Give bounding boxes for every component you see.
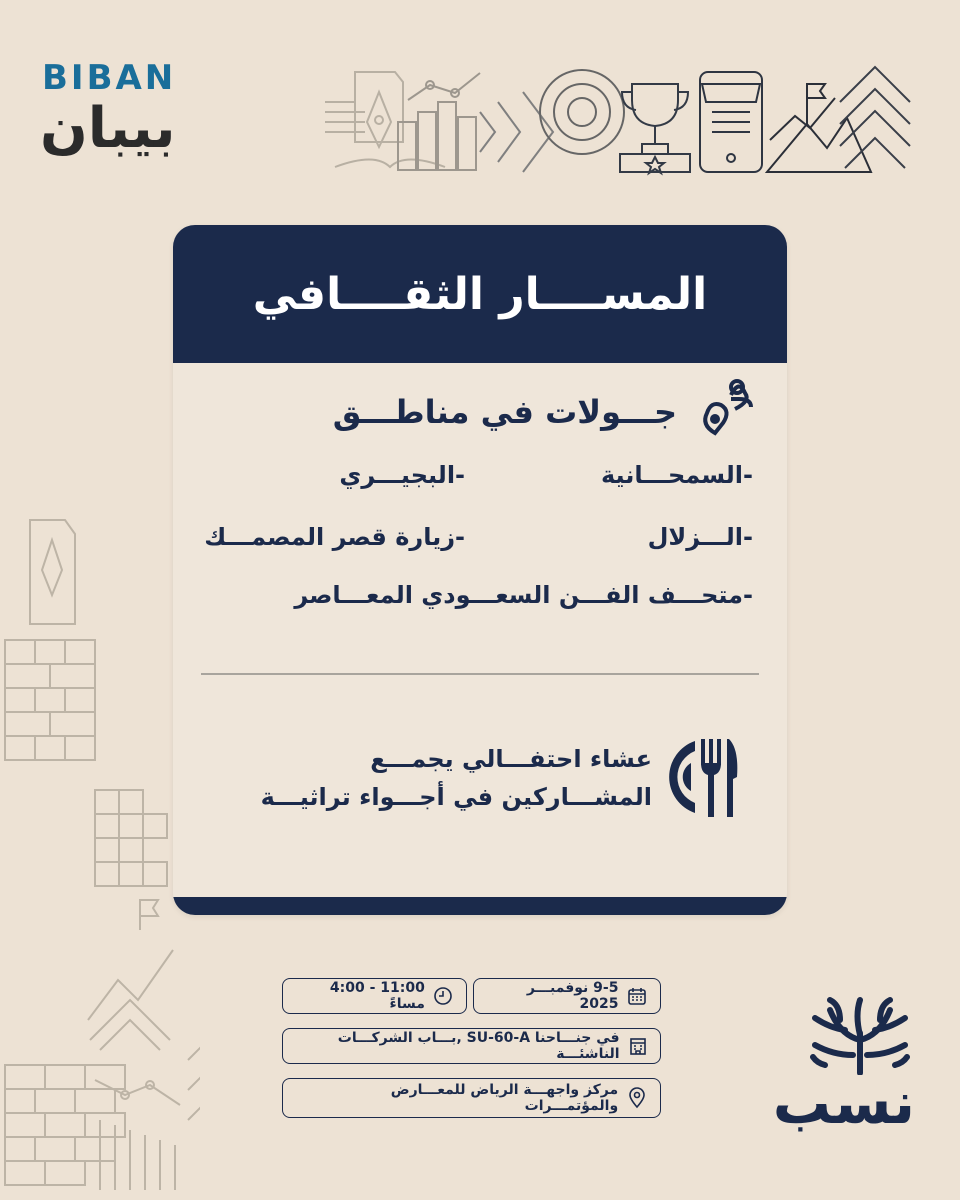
nasab-wordmark: نسب [772,1069,915,1137]
card-header [173,225,787,363]
building-icon [628,1035,648,1057]
arrows-icon [480,92,553,172]
dinner-line-2: المشـــاركين في أجـــواء تراثيـــة [260,783,652,811]
time-box [282,978,467,1014]
location-pin-icon [626,1087,648,1109]
dinner-text [261,740,652,816]
place-zallal: -الـــزلال [647,523,753,551]
target-icon [540,70,624,154]
chevrons-decoration [840,67,910,168]
nasab-tree-logo [805,995,915,1075]
tours-title: جـــولات في مناطـــق [332,393,677,431]
mobile-store-icon [700,72,762,172]
dinner-line-1: عشاء احتفـــالي يجمـــع [370,745,652,773]
route-pins-icon [695,373,759,437]
card-title: المســــار الثقــــافي [252,268,708,320]
biban-logo-arabic: بيبان [40,96,176,161]
venue-box [282,1078,661,1118]
card-footer [173,897,787,915]
date-box [473,978,661,1014]
booth-box [282,1028,661,1064]
cultural-track-card [173,225,787,915]
clock-icon [433,985,454,1007]
background-decoration [0,500,200,1200]
place-masmak: -زيارة قصر المصمـــك [204,523,465,551]
divider [201,673,759,675]
time-text: 11:00 - 4:00 مساءً [329,980,425,1012]
place-art-museum: -متحـــف الفـــن السعـــودي المعـــاصر [294,581,753,609]
place-samhaniya: -السمحـــانية [601,461,753,489]
plate-cutlery-icon [665,733,741,821]
calendar-icon [626,985,648,1007]
growth-chart-icon [398,73,480,170]
booth-text: في جنـــاحنا SU-60-A ,بـــاب الشركـــات الناشئـــة [337,1030,620,1062]
date-text: 9-5 نوفمبـــر 2025 [526,980,619,1012]
venue-text: مركز واجهـــة الرياض للمعـــارض والمؤتمـــرات [390,1082,619,1114]
trophy-icon [620,84,690,173]
top-icon-banner [320,62,920,182]
place-bujairi: -البجيـــري [339,461,465,489]
biban-logo-latin: BIBAN [42,58,177,98]
